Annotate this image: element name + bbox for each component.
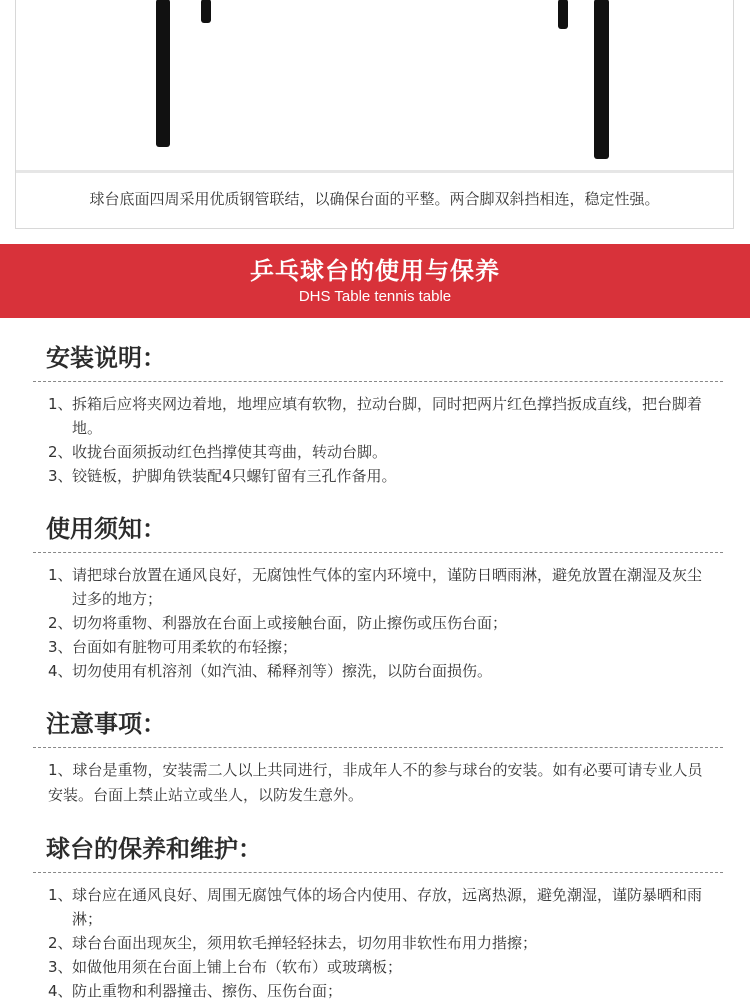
list-item [0,659,750,683]
list-item [0,392,750,440]
list-item [0,883,750,931]
item-text: 铰链板，护脚角铁装配4只螺钉留有三孔作备用。 [72,467,397,485]
list-item [0,931,750,955]
item-number: 2、 [48,934,73,952]
item-text: 切勿将重物、利器放在台面上或接触台面，防止擦伤或压伤台面； [72,614,508,632]
dashed-divider [33,381,723,382]
item-text: 球台台面出现灰尘，须用软毛掸轻轻抹去，切勿用非软性布用力揩擦； [72,934,538,952]
item-number: 2、 [48,614,73,632]
table-leg-left-front [156,0,170,147]
section-banner [0,244,750,318]
table-leg-right-front [594,0,609,159]
product-photo-panel [15,0,734,229]
instruction-list [0,563,750,683]
section-maintenance [0,832,750,1003]
section-installation [0,341,750,488]
dashed-divider [33,552,723,553]
list-item [0,440,750,464]
item-text: 请把球台放置在通风良好，无腐蚀性气体的室内环境中，谨防日晒雨淋，避免放置在潮湿及灰尘过多的地方； [72,566,703,608]
section-precautions [0,707,750,808]
item-number: 1、 [48,566,73,584]
section-usage [0,512,750,683]
banner-title: 乒乓球台的使用与保养 [250,257,500,285]
item-text: 台面如有脏物可用柔软的布轻擦； [72,638,298,656]
item-number: 3、 [48,958,73,976]
list-item [0,611,750,635]
list-item [0,635,750,659]
table-leg-right-rear [558,0,568,29]
item-number: 1、 [48,395,73,413]
section-title: 使用须知： [46,515,166,543]
item-number: 4、 [48,982,73,1000]
dashed-divider [33,872,723,873]
banner-subtitle: DHS Table tennis table [298,288,452,305]
item-text: 球台应在通风良好、周围无腐蚀气体的场合内使用、存放，远离热源，避免潮湿，谨防暴晒和雨淋； [72,886,703,928]
instruction-list [0,883,750,1003]
item-text: 如做他用须在台面上铺上台布（软布）或玻璃板； [72,958,403,976]
list-item [0,955,750,979]
item-number: 3、 [48,467,73,485]
item-number: 4、 [48,662,73,680]
item-number: 2、 [48,443,73,461]
list-item [0,464,750,488]
item-text: 防止重物和利器撞击、擦伤、压伤台面； [72,982,343,1000]
section-title: 安装说明： [46,344,166,372]
item-number: 1、 [48,886,73,904]
section-title: 注意事项： [46,710,166,738]
item-text: 收拢台面须扳动红色挡撑使其弯曲，转动台脚。 [72,443,388,461]
item-number: 3、 [48,638,73,656]
list-item [0,563,750,611]
precaution-paragraph: 1、球台是重物，安装需二人以上共同进行，非成年人不的参与球台的安装。如有必要可请专业人员安装。台面上禁止站立或坐人，以防发生意外。 [48,761,703,804]
photo-caption: 球台底面四周采用优质钢管联结，以确保台面的平整。两合脚双斜挡相连，稳定性强。 [89,190,660,208]
table-leg-left-rear [201,0,211,23]
table-legs-photo [16,0,733,173]
list-item [0,979,750,1003]
item-text: 拆箱后应将夹网边着地，地埋应填有软物，拉动台脚，同时把两片红色撑挡扳成直线，把台脚着地。 [72,395,703,437]
item-text: 切勿使用有机溶剂（如汽油、稀释剂等）擦洗，以防台面损伤。 [72,662,493,680]
section-title: 球台的保养和维护： [46,835,262,863]
instruction-list [0,392,750,488]
dashed-divider [33,747,723,748]
